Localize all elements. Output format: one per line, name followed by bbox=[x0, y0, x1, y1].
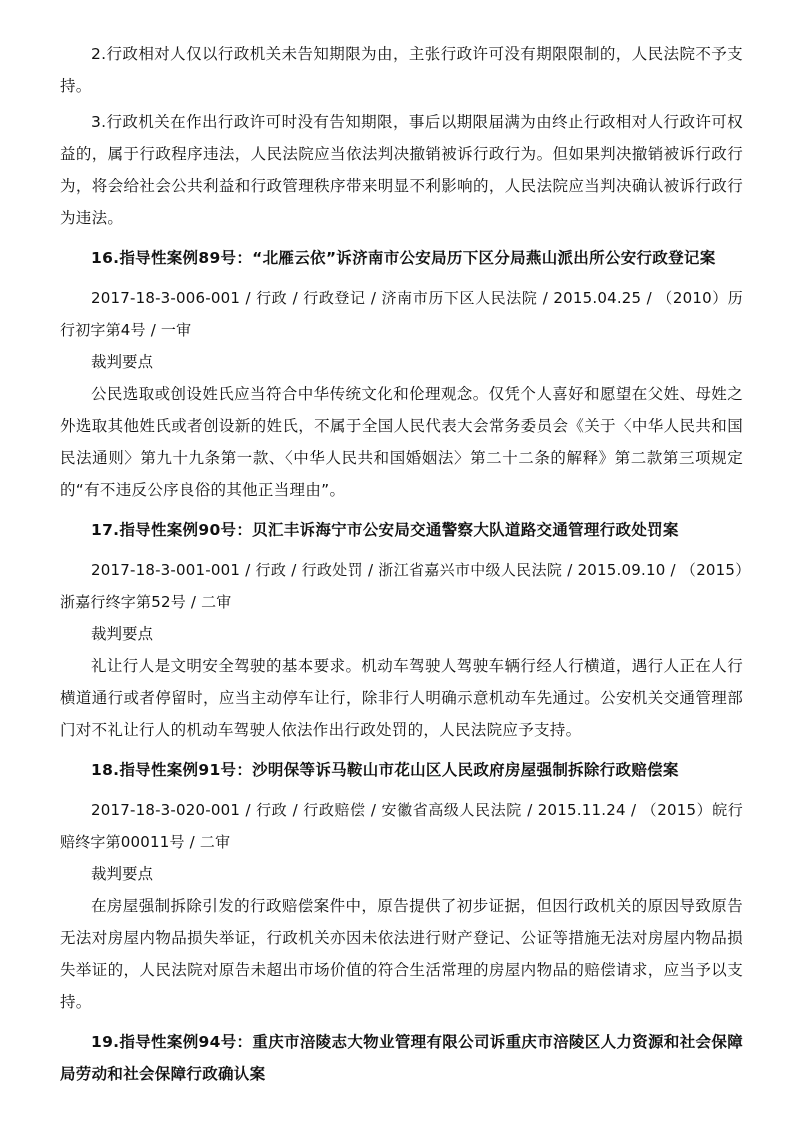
paragraph-point-3: 3.行政机关在作出行政许可时没有告知期限，事后以期限届满为由终止行政相对人行政许可权益的，属于行政程序违法，人民法院应当依法判决撤销被诉行政行为。但如果判决撤销被诉行政行为，将会给社会公共利益和行政管理秩序带来明显不利影响的，人民法院应当判决确认被诉行政行为违法。 bbox=[60, 113, 743, 227]
case-meta: 2017-18-3-001-001 / 行政 / 行政处罚 / 浙江省嘉兴市中级人民法院 / 2015.09.10 / （2015）浙嘉行终字第52号 / 二审 bbox=[60, 561, 743, 611]
ruling-points-body: 在房屋强制拆除引发的行政赔偿案件中，原告提供了初步证据，但因行政机关的原因导致原告无法对房屋内物品损失举证，行政机关亦因未依法进行财产登记、公证等措施无法对房屋内物品损失举证的，人民法院对原告未超出市场价值的符合生活常理的房屋内物品的赔偿请求，应当予以支持。 bbox=[60, 897, 743, 1011]
ruling-points-label: 裁判要点 bbox=[91, 353, 154, 371]
ruling-points-body: 礼让行人是文明安全驾驶的基本要求。机动车驾驶人驾驶车辆行经人行横道，遇行人正在人行横道通行或者停留时，应当主动停车让行，除非行人明确示意机动车先通过。公安机关交通管理部门对不礼让行人的机动车驾驶人依法作出行政处罚的，人民法院应予支持。 bbox=[60, 657, 743, 739]
ruling-points-body: 公民选取或创设姓氏应当符合中华传统文化和伦理观念。仅凭个人喜好和愿望在父姓、母姓之外选取其他姓氏或者创设新的姓氏，不属于全国人民代表大会常务委员会《关于〈中华人民共和国民法通则〉第九十九条第一款、〈中华人民共和国婚姻法〉第二十二条的解释》第二款第三项规定的“有不违反公序良俗的其他正当理由”。 bbox=[60, 385, 743, 499]
case-section-91 bbox=[60, 754, 743, 1018]
case-heading: 19.指导性案例94号：重庆市涪陵志大物业管理有限公司诉重庆市涪陵区人力资源和社会保障局劳动和社会保障行政确认案 bbox=[60, 1033, 743, 1083]
ruling-points-label: 裁判要点 bbox=[91, 865, 154, 883]
case-meta: 2017-18-3-020-001 / 行政 / 行政赔偿 / 安徽省高级人民法院 / 2015.11.24 / （2015）皖行赔终字第00011号 / 二审 bbox=[60, 801, 743, 851]
case-heading: 16.指导性案例89号：“北雁云依”诉济南市公安局历下区分局燕山派出所公安行政登记案 bbox=[91, 249, 716, 267]
case-section-94 bbox=[60, 1026, 743, 1090]
ruling-points-label: 裁判要点 bbox=[91, 625, 154, 643]
case-section-89 bbox=[60, 242, 743, 506]
case-meta: 2017-18-3-006-001 / 行政 / 行政登记 / 济南市历下区人民法院 / 2015.04.25 / （2010）历行初字第4号 / 一审 bbox=[60, 289, 743, 339]
case-heading: 18.指导性案例91号：沙明保等诉马鞍山市花山区人民政府房屋强制拆除行政赔偿案 bbox=[91, 761, 679, 779]
document-page bbox=[60, 38, 743, 1090]
case-section-90 bbox=[60, 514, 743, 746]
case-heading: 17.指导性案例90号：贝汇丰诉海宁市公安局交通警察大队道路交通管理行政处罚案 bbox=[91, 521, 679, 539]
paragraph-point-2: 2.行政相对人仅以行政机关未告知期限为由，主张行政许可没有期限限制的，人民法院不予支持。 bbox=[60, 45, 743, 95]
